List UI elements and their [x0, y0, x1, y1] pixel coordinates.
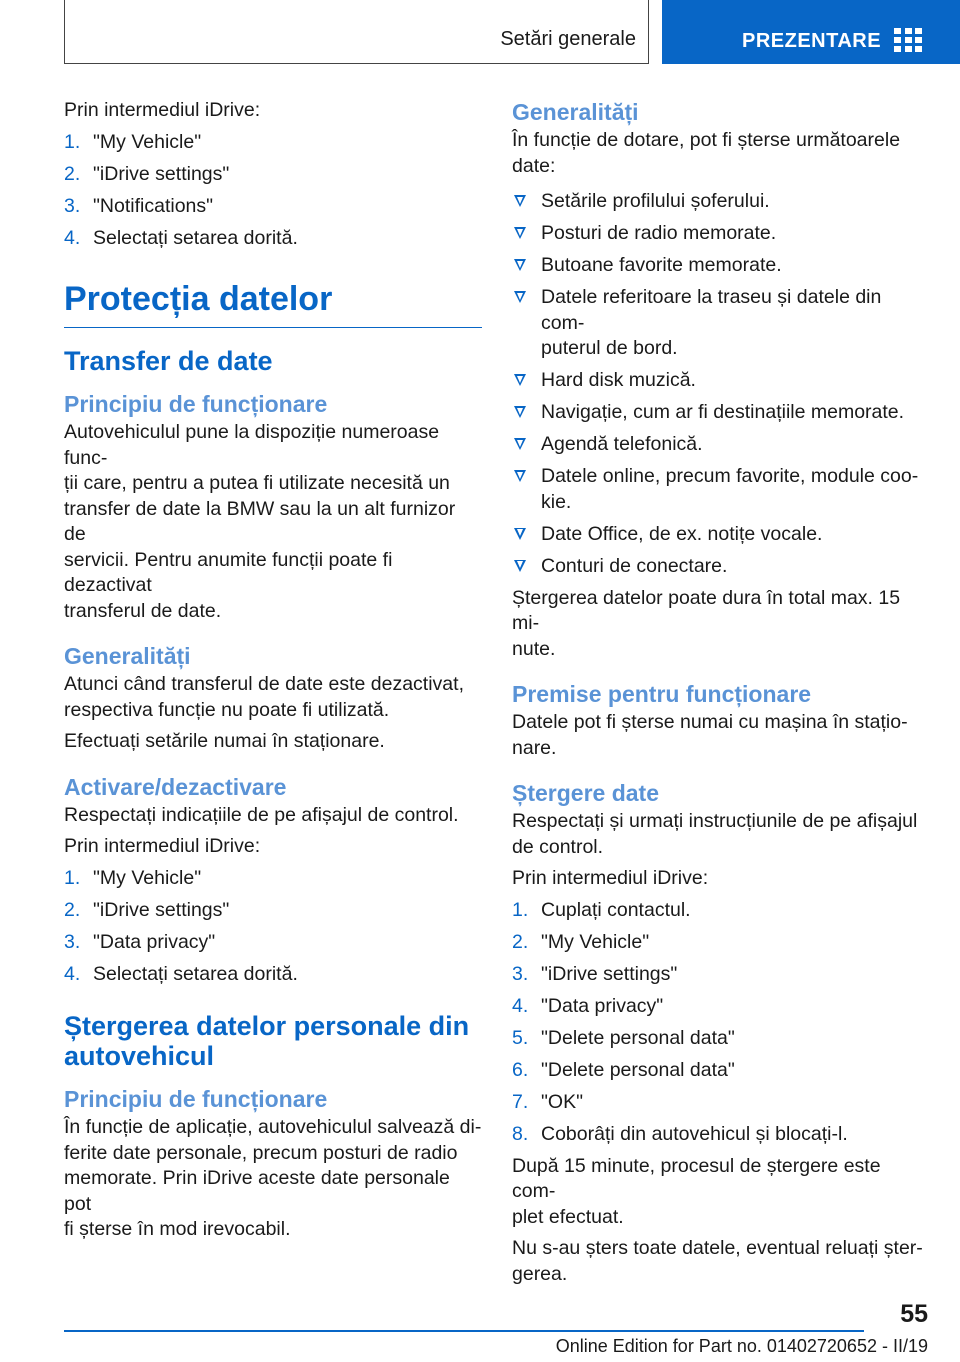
- heading-activation: Activare/dezactivare: [64, 773, 287, 800]
- list-item: Datele referitoare la traseu și datele din com‐ puterul de bord.: [512, 285, 928, 362]
- heading-data-protection: Protecția datelor: [64, 279, 482, 328]
- list-item: Hard disk muzică.: [512, 368, 928, 394]
- principle2-text: În funcție de aplicație, autovehiculul salvează di‐ ferite date personale, precum posturi de radio memorate. Prin iDrive aceste date personale pot fi șterse în mod irevocabil.: [64, 1116, 482, 1240]
- step-item: 8. Coborâți din autovehicul și blocați-l.: [512, 1122, 848, 1145]
- section-tab[interactable]: [662, 0, 960, 64]
- list-item: Setările profilului șoferului.: [512, 189, 928, 215]
- list-item: Agendă telefonică.: [512, 432, 928, 458]
- general-text: Atunci când transferul de date este dezactivat, respectiva funcție nu poate fi utilizată.: [64, 673, 464, 721]
- header-title-box: [64, 0, 649, 64]
- step-item: 3. "Data privacy": [64, 930, 216, 953]
- right-column: [512, 98, 928, 1293]
- page-number: 55: [900, 1300, 928, 1328]
- activation-text: Respectați indicațiile de pe afișajul de control.: [64, 803, 459, 826]
- step-item: 3. "Notifications": [64, 194, 214, 217]
- heading-delete-personal-data: Ștergerea datelor personale din autovehicul: [64, 1011, 470, 1071]
- list-item: Navigație, cum ar fi destinațiile memorate.: [512, 400, 928, 426]
- duration-text: Ștergerea datelor poate dura în total max. 15 mi‐ nute.: [512, 586, 901, 660]
- general-right-text: În funcție de dotare, pot fi șterse următoarele date:: [512, 129, 901, 177]
- list-item: Datele online, precum favorite, module coo‐ kie.: [512, 464, 928, 515]
- list-item: Posturi de radio memorate.: [512, 221, 928, 247]
- edition-text: Online Edition for Part no. 01402720652 - II/19: [555, 1336, 928, 1356]
- step-item: 7. "OK": [512, 1090, 584, 1113]
- step-item: 2. "iDrive settings": [64, 898, 230, 921]
- step-item: 1. "My Vehicle": [64, 130, 202, 153]
- delete-text: Respectați și urmați instrucțiunile de pe afișajul de control.: [512, 810, 918, 858]
- after-text: După 15 minute, procesul de ștergere este com‐ plet efectuat.: [512, 1154, 881, 1228]
- step-item: 6. "Delete personal data": [512, 1058, 735, 1081]
- heading-principle: Principiu de funcționare: [64, 391, 328, 417]
- list-item: Butoane favorite memorate.: [512, 253, 928, 279]
- principle-text: Autovehiculul pune la dispoziție numeroase func‐ ții care, pentru a putea fi utilizate necesită un transfer de date la BMW sau la un alt furnizor de servicii. Pentru anumite funcții poate fi dezactivat transferul de date.: [64, 421, 456, 622]
- grid-menu-icon: [894, 28, 922, 52]
- step-item: 2. "iDrive settings": [64, 162, 230, 185]
- heading-premise: Premise pentru funcționare: [512, 681, 812, 707]
- chapter-title: Setări generale: [500, 28, 636, 50]
- heading-principle-2: Principiu de funcționare: [64, 1086, 328, 1112]
- footer-divider: [64, 1330, 864, 1332]
- general-text-2: Efectuați setările numai în staționare.: [64, 730, 385, 752]
- heading-delete-data: Ștergere date: [512, 780, 660, 806]
- step-item: 5. "Delete personal data": [512, 1026, 735, 1049]
- activation-text-2: Prin intermediul iDrive:: [64, 835, 261, 857]
- delete-text-2: Prin intermediul iDrive:: [512, 867, 709, 889]
- heading-data-transfer: Transfer de date: [64, 346, 273, 376]
- step-item: 3. "iDrive settings": [512, 962, 678, 985]
- heading-general: Generalități: [64, 643, 191, 669]
- list-item: Date Office, de ex. notițe vocale.: [512, 522, 928, 548]
- retry-text: Nu s-au șters toate datele, eventual reluați șter‐ gerea.: [512, 1237, 923, 1285]
- section-label: PREZENTARE: [742, 30, 882, 52]
- step-item: 4. Selectați setarea dorită.: [64, 226, 298, 249]
- step-item: 1. "My Vehicle": [64, 866, 202, 889]
- left-column: [64, 98, 482, 1249]
- step-item: 4. Selectați setarea dorită.: [64, 962, 298, 985]
- list-item: Conturi de conectare.: [512, 554, 928, 580]
- step-item: 1. Cuplați contactul.: [512, 898, 691, 921]
- heading-general-right: Generalități: [512, 99, 639, 125]
- steps-delete: [512, 898, 928, 1148]
- deletable-data-list: [512, 189, 928, 579]
- steps-notifications: [64, 130, 482, 252]
- steps-privacy: [64, 866, 482, 988]
- intro-text: Prin intermediul iDrive:: [64, 99, 261, 121]
- premise-text: Datele pot fi șterse numai cu mașina în stațio‐ nare.: [512, 711, 908, 759]
- step-item: 2. "My Vehicle": [512, 930, 650, 953]
- step-item: 4. "Data privacy": [512, 994, 664, 1017]
